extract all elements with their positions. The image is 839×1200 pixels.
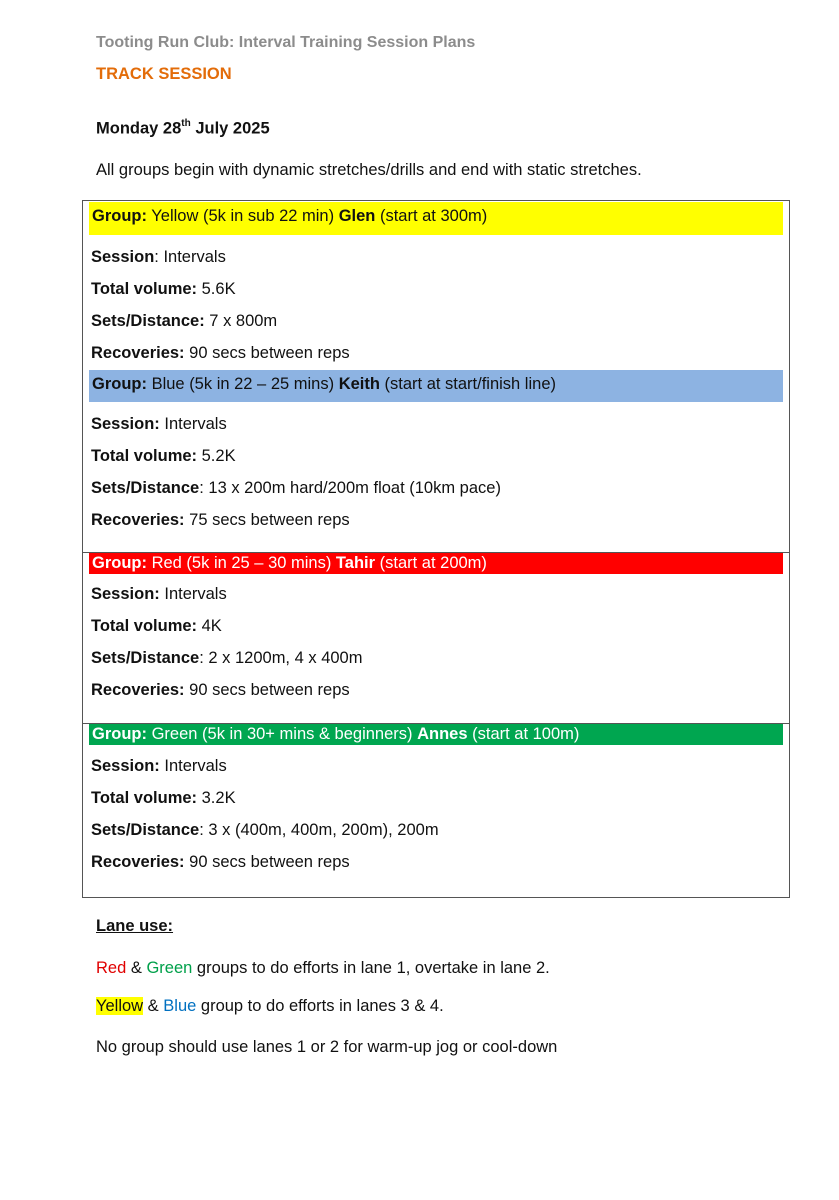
group-desc: Blue (5k in 22 – 25 mins) [147,375,339,393]
group-label: Group: [92,554,147,572]
total-volume-row: Total volume: 5.2K [91,447,236,465]
total-volume-row: Total volume: 5.6K [91,280,236,298]
group-leader: Keith [338,375,380,393]
document-title: Tooting Run Club: Interval Training Session Plans [96,34,476,51]
date-ordinal: th [181,118,191,129]
session-date [96,119,270,139]
group-header-blue [89,370,783,402]
recoveries-row: Recoveries: 75 secs between reps [91,511,350,529]
lane-rule-warmup: No group should use lanes 1 or 2 for warm-up jog or cool-down [96,1038,558,1056]
group-label: Group: [92,375,147,393]
group-start: (start at start/finish line) [379,375,556,393]
session-row: Session: Intervals [91,415,227,433]
session-row: Session: Intervals [91,585,227,603]
group-desc: Red (5k in 25 – 30 mins) [147,554,336,572]
group-label: Group: [92,725,147,743]
sets-row: Sets/Distance: 2 x 1200m, 4 x 400m [91,649,363,667]
session-row: Session: Intervals [91,248,226,266]
group-header-green [89,724,783,745]
date-day: Monday 28 [96,119,182,138]
group-desc: Yellow (5k in sub 22 min) [147,207,339,225]
group-start: (start at 100m) [467,725,580,743]
date-rest: July 2025 [190,119,270,138]
group-start: (start at 200m) [375,554,487,572]
group-table [82,200,790,898]
group-header-red [89,553,783,574]
lane-use-heading: Lane use: [96,917,174,935]
session-type-heading: TRACK SESSION [96,65,232,83]
sets-row: Sets/Distance: 13 x 200m hard/200m float (10km pace) [91,479,501,497]
recoveries-row: Recoveries: 90 secs between reps [91,853,350,871]
group-start: (start at 300m) [375,207,488,225]
group-label: Group: [92,207,147,225]
session-row: Session: Intervals [91,757,227,775]
total-volume-row: Total volume: 4K [91,617,222,635]
recoveries-row: Recoveries: 90 secs between reps [91,681,350,699]
sets-row: Sets/Distance: 7 x 800m [91,312,278,330]
lane-rule-red-green: Red & Green groups to do efforts in lane 1, overtake in lane 2. [96,959,550,977]
group-leader: Tahir [335,554,376,572]
group-leader: Glen [338,207,376,225]
group-leader: Annes [417,725,468,743]
total-volume-row: Total volume: 3.2K [91,789,236,807]
intro-text: All groups begin with dynamic stretches/drills and end with static stretches. [96,161,642,179]
group-desc: Green (5k in 30+ mins & beginners) [147,725,418,743]
lane-rule-yellow-blue: Yellow & Blue group to do efforts in lanes 3 & 4. [96,997,444,1015]
sets-row: Sets/Distance: 3 x (400m, 400m, 200m), 200m [91,821,439,839]
group-header-yellow [89,202,783,235]
recoveries-row: Recoveries: 90 secs between reps [91,344,350,362]
